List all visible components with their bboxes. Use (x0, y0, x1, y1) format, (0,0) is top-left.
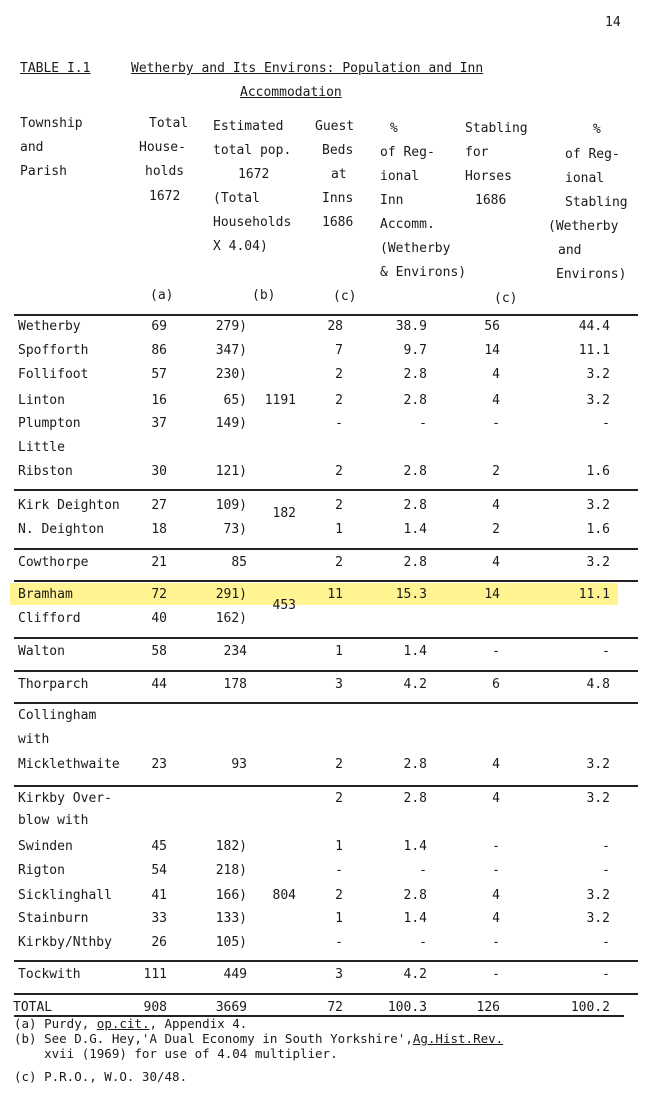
column-note: (c) (333, 289, 357, 304)
households-cell: 69 (151, 319, 167, 334)
rule-line (14, 489, 638, 491)
footnote-text: (c) P.R.O., W.O. 30/48. (14, 1069, 188, 1084)
township-name: blow with (18, 813, 89, 828)
pct-inn-cell: 2.8 (403, 791, 427, 806)
households-cell: 45 (151, 839, 167, 854)
header-beds: Guest (315, 119, 355, 134)
households-cell: 33 (151, 911, 167, 926)
households-cell: 21 (151, 555, 167, 570)
households-cell: 37 (151, 416, 167, 431)
households-cell: 27 (151, 498, 167, 513)
pct-stabling-cell: 3.2 (586, 498, 610, 513)
households-cell: 57 (151, 367, 167, 382)
township-name: Swinden (18, 839, 73, 854)
households-cell: 54 (151, 863, 167, 878)
table-label: TABLE I.1 (20, 61, 91, 76)
township-name: Kirk Deighton (18, 498, 120, 513)
pct-stabling-cell: 3.2 (586, 888, 610, 903)
header-pct-inn: of Reg- (380, 145, 435, 160)
pct-stabling-cell: 4.8 (586, 677, 610, 692)
guest-beds-cell: 1 (335, 911, 343, 926)
pct-stabling-cell: 3.2 (586, 367, 610, 382)
township-name: Collingham (18, 708, 97, 723)
pct-stabling-cell: 1.6 (586, 522, 610, 537)
column-note: (b) (252, 288, 276, 303)
header-beds: Inns (322, 191, 354, 206)
pct-stabling-cell: - (602, 644, 610, 659)
township-name: Cowthorpe (18, 555, 89, 570)
header-pop: (Total (213, 191, 260, 206)
population-cell: 105) (215, 935, 247, 950)
population-cell: 3669 (215, 1000, 247, 1015)
header-stabling: 1686 (475, 193, 507, 208)
group-total: 453 (272, 598, 296, 613)
households-cell: 111 (143, 967, 167, 982)
guest-beds-cell: 2 (335, 555, 343, 570)
households-cell: 18 (151, 522, 167, 537)
population-cell: 162) (215, 611, 247, 626)
pct-inn-cell: 38.9 (395, 319, 427, 334)
township-name: TOTAL (13, 1000, 53, 1015)
population-cell: 109) (215, 498, 247, 513)
rule-line (14, 314, 638, 316)
stabling-cell: 126 (476, 1000, 500, 1015)
header-pop: total pop. (213, 143, 292, 158)
header-pct-stab: and (558, 243, 582, 258)
pct-stabling-cell: 11.1 (578, 587, 610, 602)
rule-line (14, 785, 638, 787)
header-stabling: Stabling (465, 121, 528, 136)
header-pct-stab: Environs) (556, 267, 627, 282)
pct-inn-cell: 1.4 (403, 644, 427, 659)
header-pct-inn: (Wetherby (380, 241, 451, 256)
township-name: with (18, 732, 50, 747)
pct-inn-cell: 2.8 (403, 367, 427, 382)
township-name: Bramham (18, 587, 73, 602)
header-households: holds (145, 164, 185, 179)
header-pct-stab: ional (565, 171, 605, 186)
households-cell: 72 (151, 587, 167, 602)
stabling-cell: 4 (492, 911, 500, 926)
guest-beds-cell: 2 (335, 791, 343, 806)
pct-stabling-cell: 3.2 (586, 757, 610, 772)
households-cell: 86 (151, 343, 167, 358)
pct-inn-cell: 2.8 (403, 498, 427, 513)
pct-inn-cell: 4.2 (403, 677, 427, 692)
households-cell: 908 (143, 1000, 167, 1015)
township-name: Walton (18, 644, 65, 659)
guest-beds-cell: - (335, 863, 343, 878)
header-beds: Beds (322, 143, 354, 158)
header-pct-stab: % (593, 122, 601, 137)
footnote-reference: Ag.Hist.Rev. (412, 1031, 504, 1046)
column-note: (a) (150, 288, 174, 303)
pct-inn-cell: 4.2 (403, 967, 427, 982)
pct-stabling-cell: 3.2 (586, 393, 610, 408)
footnote (14, 1048, 338, 1061)
population-cell: 178 (223, 677, 247, 692)
population-cell: 121) (215, 464, 247, 479)
stabling-cell: 14 (484, 587, 500, 602)
header-beds: at (331, 167, 347, 182)
households-cell: 58 (151, 644, 167, 659)
township-name: Plumpton (18, 416, 81, 431)
table-title-line1: Wetherby and Its Environs: Population and Inn (131, 61, 484, 76)
stabling-cell: - (492, 839, 500, 854)
guest-beds-cell: - (335, 416, 343, 431)
header-pop: Households (213, 215, 292, 230)
header-pct-stab: (Wetherby (548, 219, 619, 234)
header-township: Parish (20, 164, 67, 179)
guest-beds-cell: 2 (335, 498, 343, 513)
guest-beds-cell: 72 (327, 1000, 343, 1015)
population-cell: 85 (231, 555, 247, 570)
pct-stabling-cell: - (602, 967, 610, 982)
page-number: 14 (605, 15, 621, 30)
guest-beds-cell: 3 (335, 677, 343, 692)
guest-beds-cell: 2 (335, 757, 343, 772)
stabling-cell: - (492, 644, 500, 659)
header-pct-stab: Stabling (565, 195, 628, 210)
table-title-line2: Accommodation (240, 85, 342, 100)
population-cell: 166) (215, 888, 247, 903)
township-name: Wetherby (18, 319, 81, 334)
township-name: Clifford (18, 611, 81, 626)
guest-beds-cell: 11 (327, 587, 343, 602)
population-cell: 133) (215, 911, 247, 926)
rule-line (14, 548, 638, 550)
header-households: House- (139, 140, 186, 155)
population-cell: 65) (223, 393, 247, 408)
population-cell: 73) (223, 522, 247, 537)
pct-stabling-cell: - (602, 839, 610, 854)
pct-stabling-cell: - (602, 416, 610, 431)
township-name: N. Deighton (18, 522, 105, 537)
township-name: Kirkby/Nthby (18, 935, 112, 950)
township-name: Sicklinghall (18, 888, 112, 903)
footnote-text: (b) See D.G. Hey,'A Dual Economy in South Yorkshire', (14, 1031, 413, 1046)
rule-line (14, 580, 638, 582)
township-name: Stainburn (18, 911, 89, 926)
stabling-cell: - (492, 416, 500, 431)
header-pct-stab: of Reg- (565, 147, 620, 162)
population-cell: 279) (215, 319, 247, 334)
township-name: Thorparch (18, 677, 89, 692)
guest-beds-cell: 1 (335, 839, 343, 854)
header-households: Total (149, 116, 189, 131)
population-cell: 291) (215, 587, 247, 602)
pct-inn-cell: 15.3 (395, 587, 427, 602)
township-name: Micklethwaite (18, 757, 120, 772)
stabling-cell: 6 (492, 677, 500, 692)
township-name: Follifoot (18, 367, 89, 382)
stabling-cell: 4 (492, 555, 500, 570)
stabling-cell: - (492, 967, 500, 982)
footnote (14, 1071, 187, 1084)
group-total: 182 (272, 506, 296, 521)
guest-beds-cell: 2 (335, 393, 343, 408)
households-cell: 23 (151, 757, 167, 772)
guest-beds-cell: - (335, 935, 343, 950)
pct-stabling-cell: - (602, 935, 610, 950)
guest-beds-cell: 1 (335, 522, 343, 537)
population-cell: 449 (223, 967, 247, 982)
households-cell: 41 (151, 888, 167, 903)
stabling-cell: 14 (484, 343, 500, 358)
header-pct-inn: Accomm. (380, 217, 435, 232)
pct-stabling-cell: 44.4 (578, 319, 610, 334)
population-cell: 218) (215, 863, 247, 878)
township-name: Spofforth (18, 343, 89, 358)
stabling-cell: 2 (492, 464, 500, 479)
header-stabling: Horses (465, 169, 512, 184)
stabling-cell: 4 (492, 393, 500, 408)
rule-line (14, 637, 638, 639)
header-pct-inn: % (390, 121, 398, 136)
stabling-cell: 4 (492, 757, 500, 772)
stabling-cell: 56 (484, 319, 500, 334)
header-pct-inn: Inn (380, 193, 404, 208)
rule-line (14, 993, 638, 995)
population-cell: 347) (215, 343, 247, 358)
pct-stabling-cell: - (602, 863, 610, 878)
pct-stabling-cell: 3.2 (586, 555, 610, 570)
group-total: 804 (272, 888, 296, 903)
stabling-cell: 4 (492, 367, 500, 382)
header-beds: 1686 (322, 215, 354, 230)
township-name: Ribston (18, 464, 73, 479)
township-name: Kirkby Over- (18, 791, 112, 806)
header-pop: 1672 (238, 167, 270, 182)
footnote-text: , Appendix 4. (149, 1016, 248, 1031)
stabling-cell: 4 (492, 888, 500, 903)
bramham-highlight (10, 583, 618, 605)
stabling-cell: 2 (492, 522, 500, 537)
column-note: (c) (494, 291, 518, 306)
rule-line (14, 960, 638, 962)
footnote-text: (a) Purdy, (14, 1016, 97, 1031)
rule-line (14, 702, 638, 704)
header-stabling: for (465, 145, 489, 160)
pct-stabling-cell: 3.2 (586, 911, 610, 926)
pct-inn-cell: - (419, 935, 427, 950)
header-pct-inn: & Environs) (380, 265, 467, 280)
township-name: Tockwith (18, 967, 81, 982)
pct-inn-cell: - (419, 416, 427, 431)
households-cell: 26 (151, 935, 167, 950)
pct-inn-cell: 2.8 (403, 888, 427, 903)
pct-inn-cell: 1.4 (403, 839, 427, 854)
population-cell: 234 (223, 644, 247, 659)
header-pct-inn: ional (380, 169, 420, 184)
pct-inn-cell: 2.8 (403, 555, 427, 570)
pct-stabling-cell: 3.2 (586, 791, 610, 806)
header-pop: Estimated (213, 119, 284, 134)
pct-stabling-cell: 11.1 (578, 343, 610, 358)
households-cell: 44 (151, 677, 167, 692)
stabling-cell: - (492, 935, 500, 950)
township-name: Little (18, 440, 65, 455)
guest-beds-cell: 3 (335, 967, 343, 982)
township-name: Rigton (18, 863, 65, 878)
footnote (14, 1018, 247, 1031)
stabling-cell: - (492, 863, 500, 878)
pct-inn-cell: 2.8 (403, 464, 427, 479)
pct-inn-cell: - (419, 863, 427, 878)
header-township: and (20, 140, 44, 155)
pct-inn-cell: 1.4 (403, 522, 427, 537)
households-cell: 16 (151, 393, 167, 408)
guest-beds-cell: 2 (335, 367, 343, 382)
guest-beds-cell: 28 (327, 319, 343, 334)
stabling-cell: 4 (492, 498, 500, 513)
group-total: 1191 (264, 393, 296, 408)
footnote-reference: op.cit. (96, 1016, 150, 1031)
stabling-cell: 4 (492, 791, 500, 806)
pct-inn-cell: 9.7 (403, 343, 427, 358)
households-cell: 30 (151, 464, 167, 479)
guest-beds-cell: 7 (335, 343, 343, 358)
guest-beds-cell: 2 (335, 888, 343, 903)
header-township: Township (20, 116, 83, 131)
pct-inn-cell: 2.8 (403, 757, 427, 772)
households-cell: 40 (151, 611, 167, 626)
population-cell: 182) (215, 839, 247, 854)
population-cell: 149) (215, 416, 247, 431)
guest-beds-cell: 1 (335, 644, 343, 659)
population-cell: 230) (215, 367, 247, 382)
township-name: Linton (18, 393, 65, 408)
rule-line (14, 670, 638, 672)
guest-beds-cell: 2 (335, 464, 343, 479)
pct-stabling-cell: 1.6 (586, 464, 610, 479)
pct-inn-cell: 100.3 (387, 1000, 427, 1015)
footnote-text: xvii (1969) for use of 4.04 multiplier. (14, 1046, 338, 1061)
footnote (14, 1033, 503, 1046)
pct-inn-cell: 1.4 (403, 911, 427, 926)
header-households: 1672 (149, 189, 181, 204)
header-pop: X 4.04) (213, 239, 268, 254)
population-cell: 93 (231, 757, 247, 772)
pct-stabling-cell: 100.2 (570, 1000, 610, 1015)
pct-inn-cell: 2.8 (403, 393, 427, 408)
